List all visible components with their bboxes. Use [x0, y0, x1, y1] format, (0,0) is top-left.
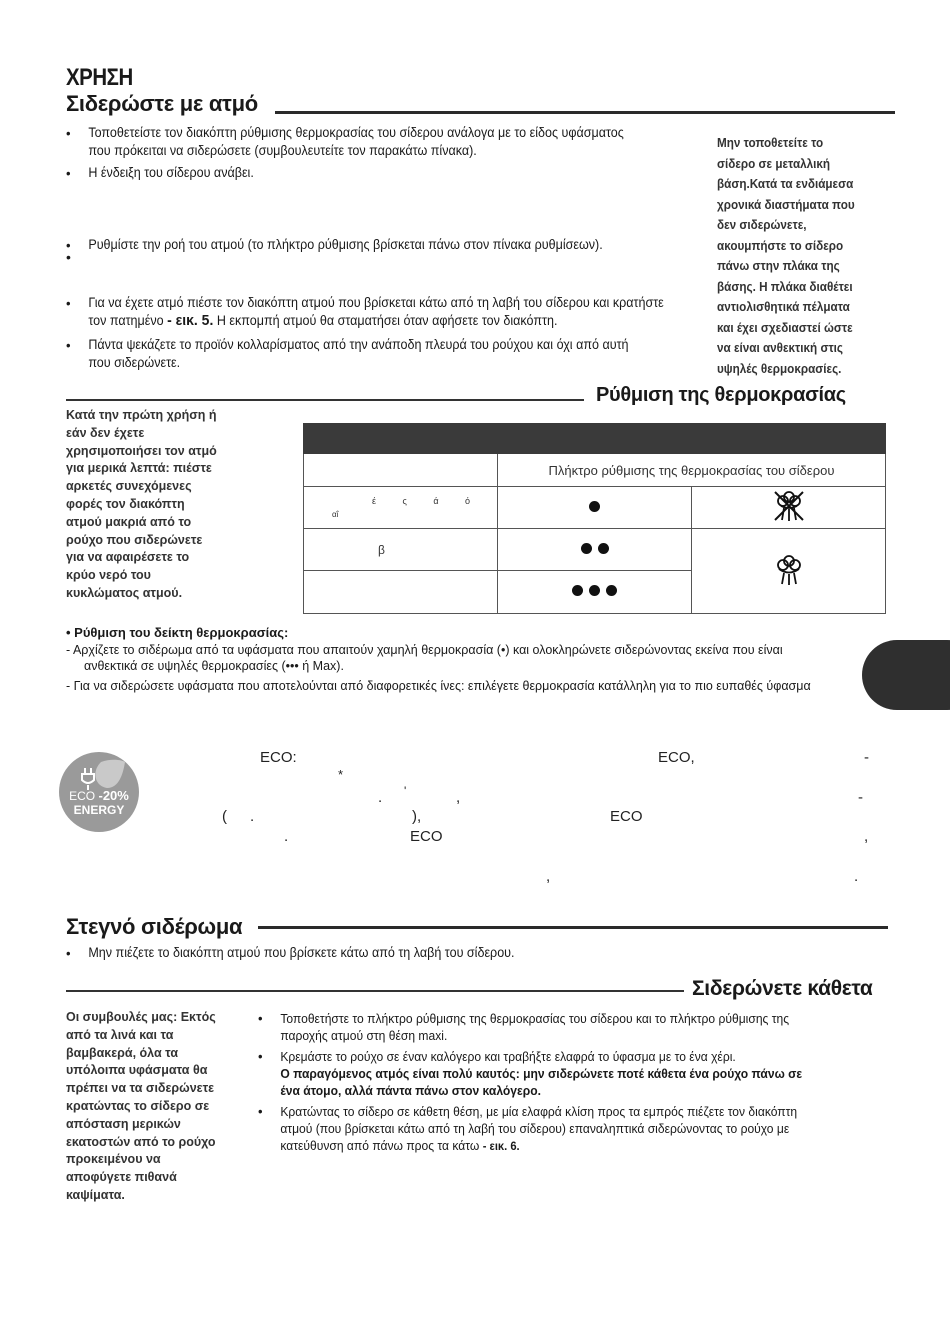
steam-bullet-4-line-2: τον πατημένο: [88, 313, 164, 328]
dry-bullet-text: Μην πιέζετε το διακόπτη ατμού που βρίσκετε κάτω από τη λαβή του σίδερου.: [88, 945, 515, 960]
table-row-1-label: [304, 487, 498, 529]
vertical-note-line: εκατοστών από το ρούχο: [66, 1134, 216, 1149]
vertical-note-line: απόσταση μερικών: [66, 1116, 181, 1131]
dry-bullet-1: [66, 944, 810, 962]
eco-fragment: ECO: [610, 808, 643, 825]
no-steam-icon: [771, 488, 807, 524]
steam-note-line: υψηλές θερμοκρασίες.: [717, 360, 842, 376]
steam-note-line: πάνω στην πλάκα της: [717, 258, 840, 273]
temp-dot: [589, 501, 600, 512]
steam-note-line: βάσης. Η πλάκα διαθέτει: [717, 278, 853, 294]
table-header-label: Πλήκτρο ρύθμισης της θερμοκρασίας του σίδερου: [498, 454, 886, 487]
steam-note-line: και έχει σχεδιαστεί ώστε: [717, 319, 853, 335]
temp-note-line: εάν δεν έχετε: [66, 425, 145, 440]
steam-bullet-1: [66, 124, 661, 160]
eco-fragment: -: [858, 789, 863, 806]
eco-fragment: ECO:: [260, 749, 297, 766]
table-row-3-dots: [498, 571, 692, 614]
temp-dot: [606, 585, 617, 596]
eco-fragment: ECO: [410, 828, 443, 845]
steam-bullet-2: [66, 164, 661, 182]
eco-badge-line-1: [59, 790, 139, 802]
vertical-note-line: κρατώντας το σίδερο σε: [66, 1098, 210, 1113]
fig6-ref: - εικ. 6.: [482, 1139, 520, 1153]
table-row-2-icon: [692, 529, 886, 614]
table-row-1-dots: [498, 487, 692, 529]
eco-fragment: .: [378, 789, 383, 806]
temp-note-line: αρκετές συνεχόμενες: [66, 479, 192, 494]
dry-bullets: [66, 944, 866, 966]
eco-fragment: ECO,: [658, 749, 695, 766]
temp-note-line: κρύο νερό του: [66, 568, 151, 583]
steam-note-line: ακουμπήστε το σίδερο: [717, 237, 844, 253]
table-row-2-label: β: [304, 529, 498, 571]
vertical-bullet-2-line-1: Κρεμάστε το ρούχο σε έναν καλόγερο και τραβήξτε ελαφρά το ύφασμα με το ένα χέρι.: [280, 1049, 736, 1064]
temp-indicator-block: [66, 625, 886, 694]
temp-heading-rule: [66, 399, 584, 401]
temp-note-line: για μερικά λεπτά: πιέστε: [66, 461, 212, 476]
fig5-ref: - εικ. 5.: [167, 312, 214, 329]
steam-bullet-5: [66, 336, 661, 372]
vertical-note-line: πρέπει να τα σιδερώνετε: [66, 1081, 215, 1096]
temp-dot: [581, 543, 592, 554]
steam-bullets-lower: [66, 294, 706, 376]
vertical-note-line: αποφύγετε πιθανά: [66, 1170, 177, 1185]
temp-indicator-line-3: - Για να σιδερώσετε υφάσματα που αποτελούνται από διαφορετικές ίνες: επιλέγετε θερμοκρασία κατάλληλη για το πιο ευπαθές ύφασμα: [66, 679, 811, 693]
eco-energy-badge: [59, 752, 139, 832]
temperature-table: [303, 423, 886, 614]
vertical-bullet-3-line-1: Κρατώντας το σίδερο σε κάθετη θέση, με μία ελαφρά κλίση προς τα εμπρός πιέζετε τον διακόπτη: [280, 1104, 798, 1119]
steam-bullet-1-line-1: Τοποθετείστε τον διακόπτη ρύθμισης θερμοκρασίας του σίδερου ανάλογα με το είδος υφάσματος: [88, 125, 624, 140]
chapter-tab: [862, 640, 950, 710]
temp-note-line: φορές τον διακόπτη: [66, 496, 185, 511]
steam-bullets-flow: [66, 236, 706, 258]
steam-bullet-3: [66, 236, 661, 254]
temp-note-line: Κατά την πρώτη χρήση ή: [66, 408, 217, 422]
vertical-bullets: [258, 1010, 888, 1155]
table-title-row: [304, 424, 886, 454]
vertical-bullet-3-line-2: ατμού (που βρίσκεται κάτω από τη λαβή του σίδερου) επαναληπτικά σιδερώνοντας το ρούχο με: [280, 1121, 790, 1136]
vertical-note-line: από τα λινά και τα: [66, 1027, 174, 1042]
temp-note-line: χρησιμοποιήσει τον ατμό: [66, 443, 217, 458]
table-row: [304, 487, 886, 529]
eco-fragment: ,: [864, 828, 869, 845]
vertical-note-line: βαμβακερά, όλα τα: [66, 1045, 179, 1060]
steam-note-line: βάση.Κατά τα ενδιάμεσα: [717, 176, 854, 191]
eco-fragment: -: [864, 749, 869, 766]
temp-indicator-line-1: - Αρχίζετε το σιδέρωμα από τα υφάσματα που απαιτούν χαμηλή θερμοκρασία (•) και ολοκληρώνετε σιδερώνοντας εκείνα που είναι: [66, 643, 783, 657]
steam-heading: Σιδερώστε με ατμό: [66, 91, 258, 116]
temp-note-line: κυκλώματος ατμού.: [66, 585, 183, 600]
temp-dot: [589, 585, 600, 596]
vertical-note-line: καψίματα.: [66, 1187, 125, 1202]
vertical-note-line: Οι συμβουλές μας: Εκτός: [66, 1010, 216, 1024]
steam-icon: [771, 552, 807, 588]
table-title-bar: [304, 424, 886, 454]
steam-bullet-5-line-1: Πάντα ψεκάζετε το προϊόν κολλαρίσματος από την ανάποδη πλευρά του ρούχου και όχι από αυτή: [88, 337, 629, 352]
steam-bullet-1-line-2: που πρόκειται να σιδερώσετε (συμβουλευτείτε τον παρακάτω πίνακα).: [88, 143, 477, 158]
page-title: ΧΡΗΣΗ: [66, 64, 133, 91]
vertical-bullet-3: [258, 1103, 888, 1155]
steam-bullets: [66, 124, 706, 186]
steam-note-line: να είναι ανθεκτική στις: [717, 340, 844, 355]
table-row-1-icon: [692, 487, 886, 529]
vertical-note-line: προκειμένου να: [66, 1152, 161, 1167]
vertical-note-line: υπόλοιπα υφάσματα θα: [66, 1063, 208, 1078]
dry-heading: Στεγνό σιδέρωμα: [66, 914, 243, 939]
table-header-row: [304, 454, 886, 487]
vertical-bullets-clip: [258, 1010, 888, 1159]
eco-fragment: ),: [412, 808, 422, 825]
table-row-2-dots: [498, 529, 692, 571]
dry-heading-rule: [258, 926, 888, 929]
temp-indicator-title-text: Ρύθμιση του δείκτη θερμοκρασίας:: [74, 625, 289, 640]
steam-note-line: δεν σιδερώνετε,: [717, 217, 807, 232]
vertical-bullet-3-line-3: κατεύθυνση από πάνω προς τα κάτω: [280, 1138, 480, 1153]
eco-fragment: ,: [456, 789, 461, 806]
vertical-bullet-2: [258, 1048, 888, 1099]
temp-dot: [572, 585, 583, 596]
vertical-bullet-1-line-2: παροχής ατμού στη θέση maxi.: [280, 1028, 448, 1043]
temp-note-line: για να αφαιρέσετε το: [66, 550, 190, 565]
eco-fragment: (: [222, 808, 227, 825]
table-row-3-label: [304, 571, 498, 614]
vertical-heading: Σιδερώνετε κάθετα: [692, 977, 873, 1000]
temp-note-line: ρούχο που σιδερώνετε: [66, 532, 203, 547]
steam-heading-rule: [275, 111, 895, 114]
steam-side-note: [717, 133, 875, 379]
eco-fragment: .: [854, 868, 859, 885]
eco-badge-eco: ECO: [69, 789, 96, 803]
eco-badge-line-2: ENERGY: [73, 803, 125, 817]
eco-fragment: *: [338, 767, 344, 782]
steam-bullet-4-line-3: Η εκπομπή ατμού θα σταματήσει όταν αφήσετε τον διακόπτη.: [216, 313, 558, 328]
eco-fragment: .: [284, 828, 289, 845]
temp-heading: Ρύθμιση της θερμοκρασίας: [596, 384, 846, 406]
temp-note-line: ατμού μακριά από το: [66, 514, 192, 529]
vertical-warning-line-2: ένα άτομο, αλλά πάντα πάνω στον καλόγερο.: [280, 1083, 541, 1098]
row1-fragment: έ ς ά ό: [372, 496, 483, 506]
stray-bullet: •: [66, 249, 71, 265]
temp-dot: [598, 543, 609, 554]
temp-indicator-line-2: ανθεκτικά σε υψηλές θερμοκρασίες (••• ή Max).: [84, 659, 344, 673]
steam-bullet-4: [66, 294, 664, 330]
steam-note-line: σίδερο σε μεταλλική: [717, 155, 831, 171]
eco-fragment: ,: [546, 868, 551, 885]
plug-leaf-icon: [77, 758, 127, 792]
vertical-warning-line-1: Ο παραγόμενος ατμός είναι πολύ καυτός: μην σιδερώνετε ποτέ κάθετα ένα ρούχο πάνω σε: [280, 1066, 803, 1081]
steam-bullet-5-line-2: που σιδερώνετε.: [88, 355, 181, 370]
vertical-bullet-1-line-1: Τοποθετήστε το πλήκτρο ρύθμισης της θερμοκρασίας του σίδερου και το πλήκτρο ρύθμισης της: [280, 1011, 790, 1026]
row1-fragment-2: αΐ: [332, 510, 339, 519]
vertical-side-note: [66, 1009, 246, 1205]
eco-fragment: .: [250, 808, 255, 825]
steam-bullet-2-text: Η ένδειξη του σίδερου ανάβει.: [88, 165, 254, 180]
table-row: [304, 529, 886, 571]
vertical-heading-rule: [66, 990, 684, 992]
steam-bullet-4-line-1: Για να έχετε ατμό πιέστε τον διακόπτη ατμού που βρίσκεται κάτω από τη λαβή του σίδερου και κρατήστε: [88, 295, 664, 310]
steam-note-line: αντιολισθητικά πέλματα: [717, 299, 850, 314]
steam-bullet-3-text: Ρυθμίστε την ροή του ατμού (το πλήκτρο ρύθμισης βρίσκεται πάνω στον πίνακα ρυθμίσεων).: [88, 237, 603, 252]
temp-indicator-title: • Ρύθμιση του δείκτη θερμοκρασίας:: [66, 625, 289, 640]
eco-fragment: ': [404, 784, 407, 798]
table-header-empty: [304, 454, 498, 487]
vertical-bullet-1: [258, 1010, 888, 1044]
temp-side-note: [66, 407, 256, 603]
steam-note-line: χρονικά διαστήματα που: [717, 196, 855, 212]
steam-note-line: Μην τοποθετείτε το: [717, 135, 824, 150]
eco-badge-percent: -20%: [98, 788, 129, 803]
